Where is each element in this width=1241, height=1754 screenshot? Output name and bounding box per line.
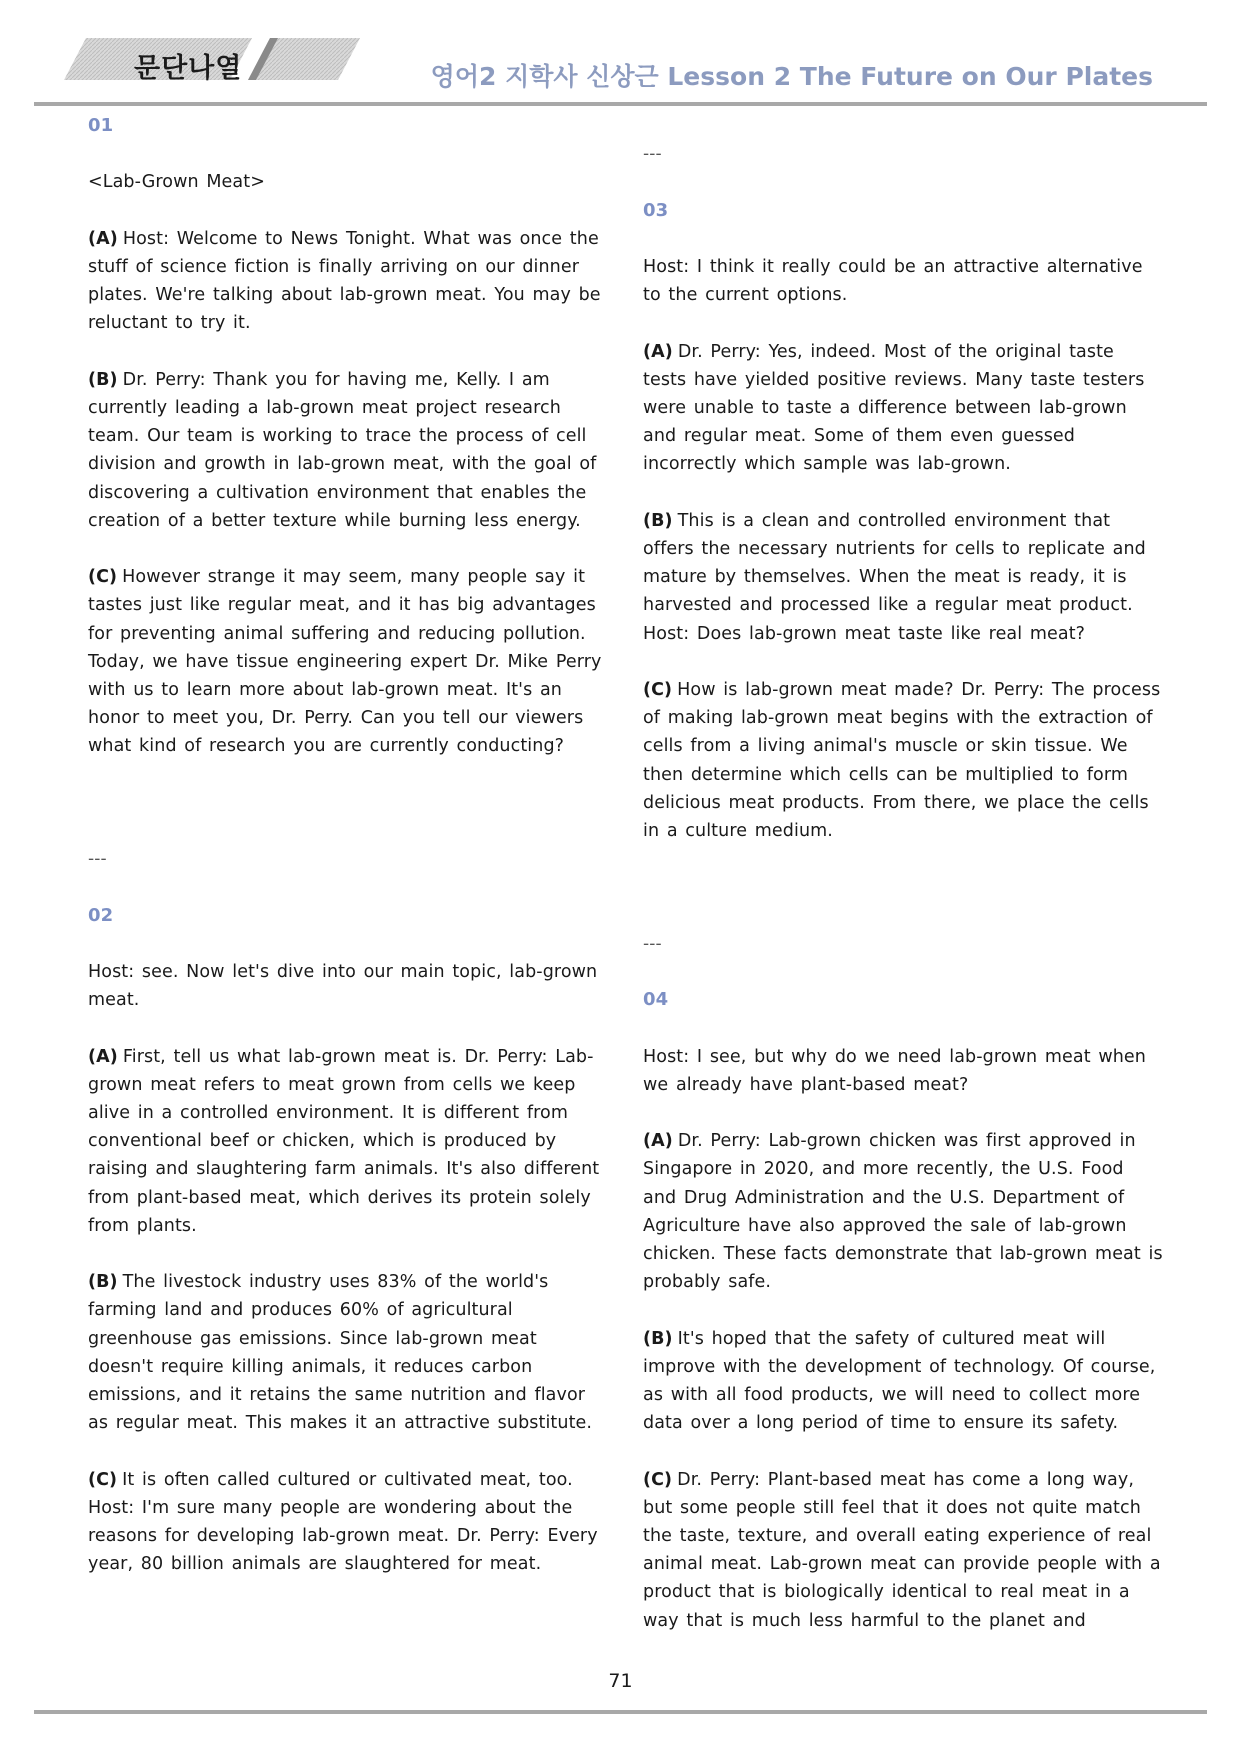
paragraph-label: (C) (88, 1469, 118, 1490)
right-column (643, 112, 1163, 1635)
paragraph-text: However strange it may seem, many people say it tastes just like regular meat, and it has big advantages for preventing animal suffering and reducing pollution. Today, we have tissue engineering expert Dr. Mike Perry with us to learn more about lab-grown meat. It's an honor to meet you, Dr. Perry. Can you tell our viewers what kind of research you are currently conducting? (88, 567, 602, 757)
section-intro: Host: I think it really could be an attractive alternative to the current options. (643, 256, 1143, 306)
section-intro: Host: see. Now let's dive into our main topic, lab-grown meat. (88, 961, 598, 1011)
paragraph-text: It is often called cultured or cultivated meat, too. Host: I'm sure many people are wondering about the reasons for developing lab-grown meat. Dr. Perry: Every year, 80 billion animals are slaughtered for meat. (88, 1469, 598, 1575)
header-divider (34, 102, 1207, 106)
section-separator: --- (643, 144, 662, 165)
page-header (0, 0, 1241, 112)
header-title: 영어2 지학사 신상근 Lesson 2 The Future on Our Plates (430, 62, 1153, 91)
paragraph-text: Dr. Perry: Plant-based meat has come a long way, but some people still feel that it does not quite match the taste, texture, and overall eating experience of real animal meat. Lab-grown meat can provide people with a product that is biologically identical to real meat in a way that is much less harmful to the planet and (643, 1469, 1161, 1631)
paragraph-label: (B) (643, 510, 673, 531)
section-number: 04 (643, 989, 669, 1011)
paragraph-text: Host: Welcome to News Tonight. What was once the stuff of science fiction is finally arriving on our dinner plates. We're talking about lab-grown meat. You may be reluctant to try it. (88, 228, 601, 334)
paragraph-text: How is lab-grown meat made? Dr. Perry: The process of making lab-grown meat begins with the extraction of cells from a living animal's muscle or skin tissue. We then determine which cells can be multiplied to form delicious meat products. From there, we place the cells in a culture medium. (643, 679, 1161, 841)
paragraph-label: (A) (88, 228, 118, 249)
paragraph (88, 1466, 608, 1579)
paragraph-label: (C) (643, 1469, 673, 1490)
paragraph-text: This is a clean and controlled environment that offers the necessary nutrients for cells to replicate and mature by themselves. When the meat is ready, it is harvested and processed like a regular meat product. Host: Does lab-grown meat taste like real meat? (643, 510, 1146, 644)
paragraph (643, 1325, 1163, 1438)
page-number: 71 (608, 1670, 633, 1692)
section-separator: --- (643, 933, 662, 954)
paragraph (88, 366, 608, 535)
section-number: 03 (643, 199, 669, 221)
paragraph-label: (A) (88, 1046, 118, 1067)
paragraph (643, 1127, 1163, 1296)
header-tab-label: 문단나열 (134, 53, 243, 84)
paragraph-label: (C) (88, 567, 118, 588)
paragraph-label: (B) (643, 1328, 673, 1349)
paragraph-label: (B) (88, 1272, 118, 1293)
paragraph-text: Dr. Perry: Yes, indeed. Most of the original taste tests have yielded positive reviews. Many taste testers were unable to taste a difference between lab-grown and regular meat. Some of them even guessed incorrectly which sample was lab-grown. (643, 341, 1145, 475)
paragraph (88, 1043, 608, 1240)
section-number: 02 (88, 904, 114, 926)
left-column (88, 112, 608, 1578)
paragraph (643, 676, 1163, 845)
paragraph-text: Dr. Perry: Thank you for having me, Kelly. I am currently leading a lab-grown meat project research team. Our team is working to trace the process of cell division and growth in lab-grown meat, with the goal of discovering a cultivation environment that enables the creation of a better texture while burning less energy. (88, 369, 597, 531)
paragraph-label: (B) (88, 369, 118, 390)
paragraph-label: (C) (643, 679, 673, 700)
section-number: 01 (88, 115, 114, 136)
section-intro: Host: I see, but why do we need lab-grown meat when we already have plant-based meat? (643, 1046, 1146, 1095)
paragraph-text: The livestock industry uses 83% of the world's farming land and produces 60% of agricultural greenhouse gas emissions. Since lab-grown meat doesn't require killing animals, it reduces carbon emissions, and it retains the same nutrition and flavor as regular meat. This makes it an attractive substitute. (88, 1272, 593, 1434)
section-separator: --- (88, 849, 107, 870)
paragraph (88, 225, 608, 338)
paragraph (643, 1466, 1163, 1635)
paragraph-text: It's hoped that the safety of cultured meat will improve with the development of technology. Of course, as with all food products, we will need to collect more data over a long period of time to ensure its safety. (643, 1328, 1156, 1434)
paragraph-text: Dr. Perry: Lab-grown chicken was first approved in Singapore in 2020, and more recently, the U.S. Food and Drug Administration and the U.S. Department of Agriculture have also approved the sale of lab-grown chicken. These facts demonstrate that lab-grown meat is probably safe. (643, 1131, 1163, 1293)
paragraph (88, 563, 608, 760)
paragraph (643, 507, 1163, 648)
paragraph-label: (A) (643, 341, 673, 362)
footer-divider (34, 1710, 1207, 1714)
paragraph (88, 1268, 608, 1437)
paragraph-text: First, tell us what lab-grown meat is. Dr. Perry: Lab-grown meat refers to meat grown from cells we keep alive in a controlled environment. It is different from conventional beef or chicken, which is produced by raising and slaughtering farm animals. It's also different from plant-based meat, which derives its protein solely from plants. (88, 1046, 600, 1236)
section-intro: <Lab-Grown Meat> (88, 172, 265, 193)
paragraph (643, 338, 1163, 479)
paragraph-label: (A) (643, 1131, 673, 1152)
